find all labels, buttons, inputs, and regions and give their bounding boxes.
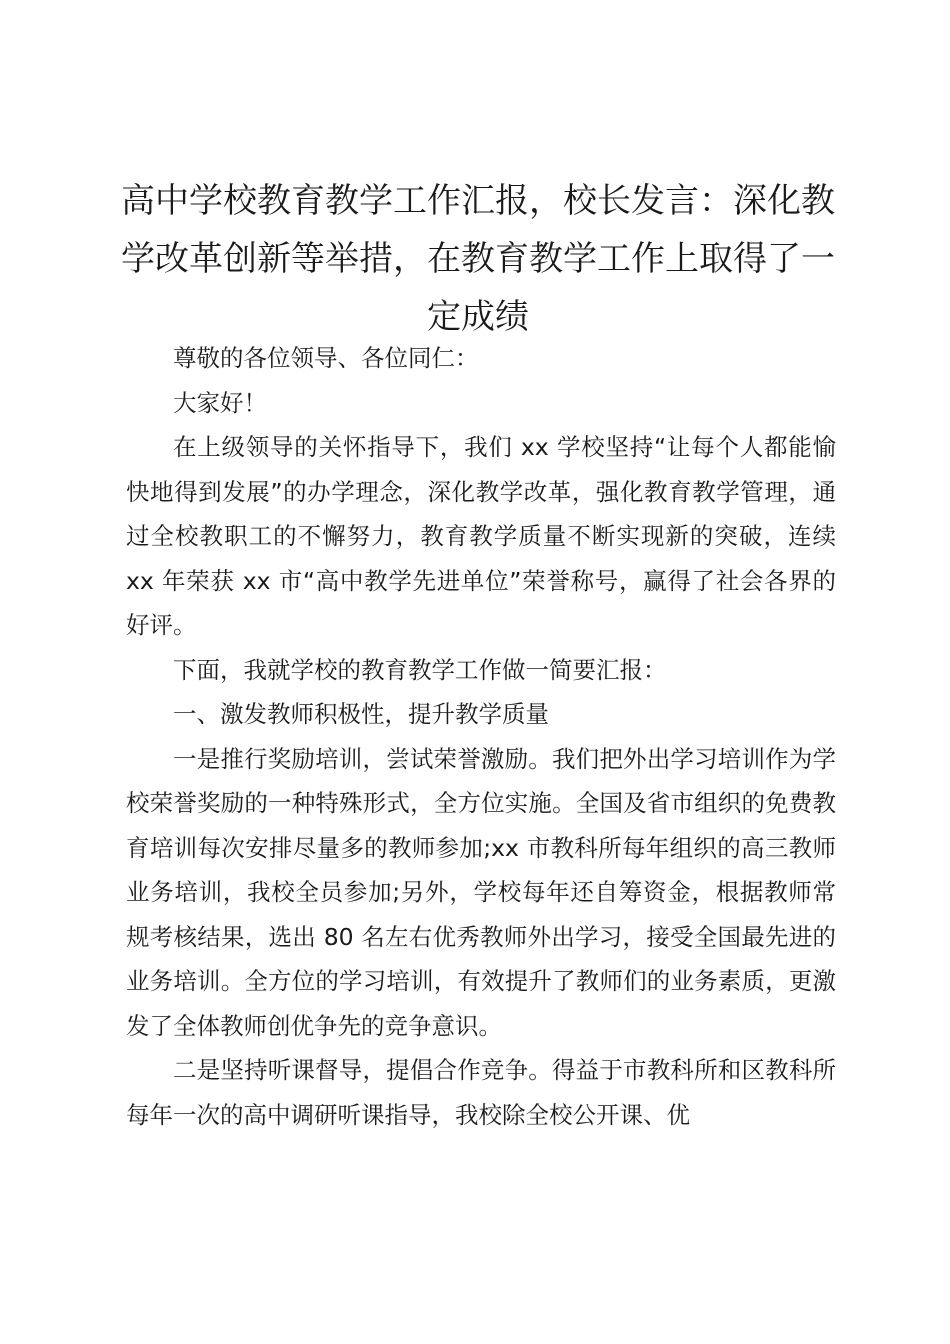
greeting: 大家好！ xyxy=(173,388,267,417)
salutation: 尊敬的各位领导、各位同仁： xyxy=(173,344,479,372)
section-paragraph-1: 一是推行奖励培训，尝试荣誉激励。我们把外出学习培训作为学校荣誉奖励的一种特殊形式，全方位实施。全国及省市组织的免费教育培训每次安排尽量多的教师参加;xx 市教科所每年组织的高三教师业务培训，我校全员参加;另外，学校每年还自筹资金，根据教师常规考核结果，选出 80 名左右优秀教师外出学习，接受全国最先进的业务培训。全方位的学习培训，有效提升了教师们的业务素质，更激发了全体教师创优争先的竞争意识。 xyxy=(126,744,836,1040)
section-heading: 一、激发教师积极性，提升教学质量 xyxy=(173,700,549,728)
section-paragraph-2: 二是坚持听课督导，提倡合作竞争。得益于市教科所和区教科所每年一次的高中调研听课指导，我校除全校公开课、优 xyxy=(126,1056,836,1129)
intro-paragraph: 在上级领导的关怀指导下，我们 xx 学校坚持“让每个人都能愉快地得到发展”的办学理念，深化教学改革，强化教育教学管理，通过全校教职工的不懈努力，教育教学质量不断实现新的突破，连续 xx 年荣获 xx 市“高中教学先进单位”荣誉称号，赢得了社会各界的好评。 xyxy=(126,433,836,639)
report-lead-paragraph: 下面，我就学校的教育教学工作做一简要汇报： xyxy=(173,655,667,684)
document-title: 高中学校教育教学工作汇报，校长发言：深化教学改革创新等举措，在教育教学工作上取得了一定成绩 xyxy=(121,181,835,337)
document-body xyxy=(126,336,836,1137)
